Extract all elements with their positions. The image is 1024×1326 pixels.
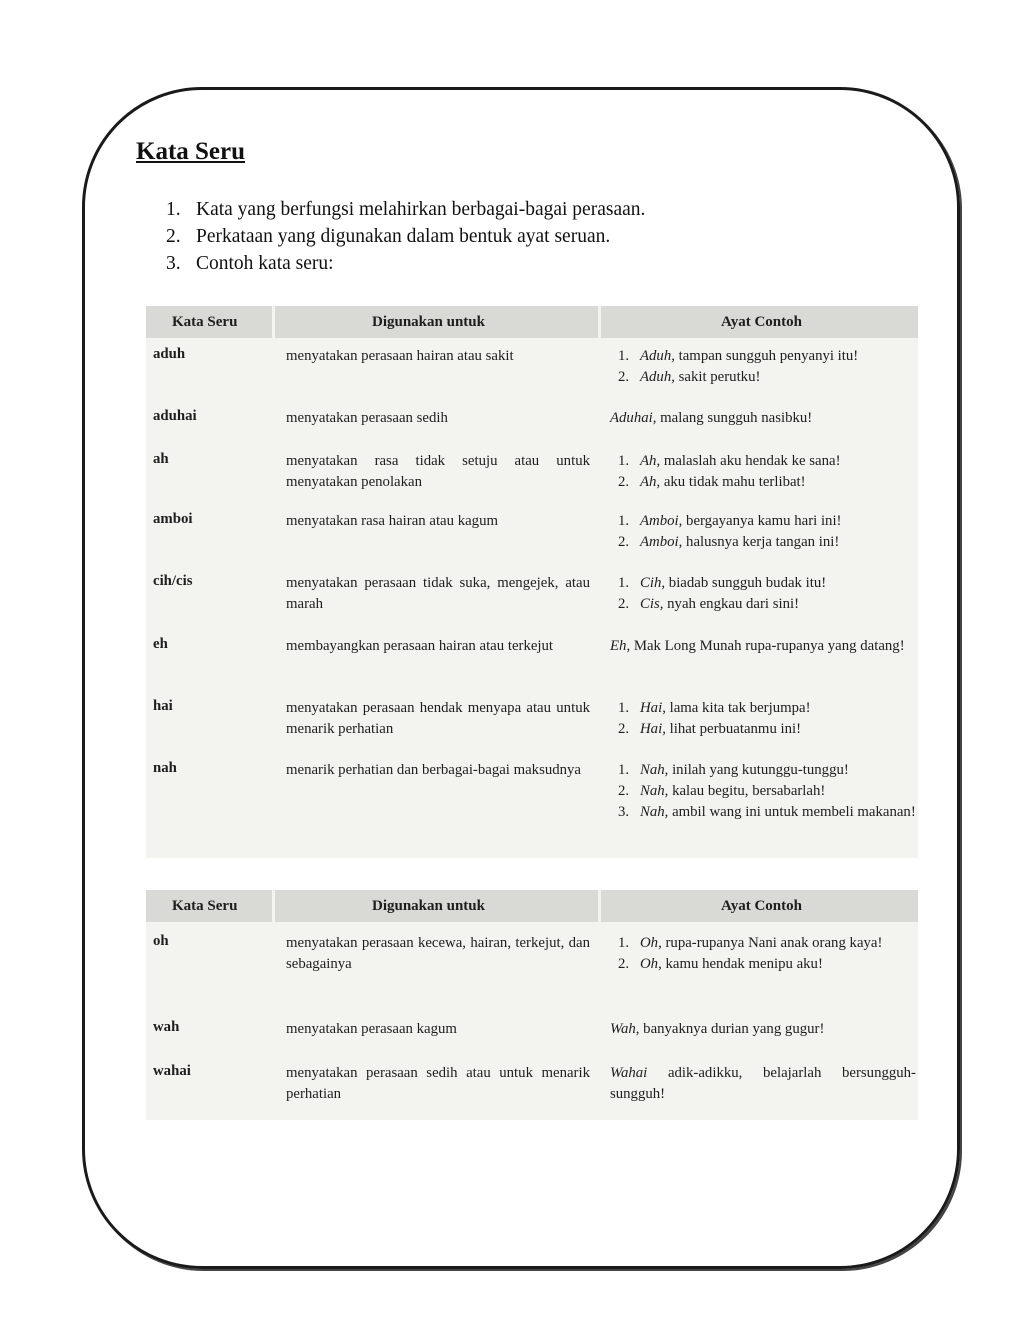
kata-seru-word: wahai [153, 1063, 191, 1079]
example-cell [610, 451, 916, 493]
intro-text: Kata yang berfungsi melahirkan berbagai-bagai perasaan. [196, 199, 646, 220]
example-number: 1. [618, 575, 630, 591]
example-keyword: Cih [640, 575, 662, 591]
example-text: , lama kita tak berjumpa! [662, 700, 811, 716]
example-number: 1. [618, 762, 630, 778]
example-list [610, 451, 916, 493]
example-list [610, 933, 916, 975]
intro-item [166, 250, 645, 277]
example-item [610, 954, 916, 975]
example-list [610, 698, 916, 740]
example-item [610, 532, 916, 553]
example-text: , tampan sungguh penyanyi itu! [671, 348, 859, 364]
header-kata-seru: Kata Seru [172, 314, 238, 330]
intro-number: 2. [166, 226, 181, 247]
kata-seru-word: aduh [153, 346, 186, 362]
example-cell [610, 933, 916, 975]
example-text: , nyah engkau dari sini! [659, 596, 800, 612]
header-ayat-contoh: Ayat Contoh [721, 898, 802, 914]
example-text: , kamu hendak menipu aku! [658, 956, 823, 972]
example-number: 2. [618, 783, 630, 799]
example-item [610, 367, 916, 388]
example-cell [610, 698, 916, 740]
usage-text: menyatakan perasaan hendak menyapa atau untuk menarik perhatian [286, 700, 590, 737]
example-item [610, 698, 916, 719]
example-item [610, 933, 916, 954]
example-cell [610, 511, 916, 553]
usage-text: menyatakan perasaan kecewa, hairan, terkejut, dan sebagainya [286, 935, 590, 972]
example-number: 2. [618, 474, 630, 490]
example-text: , banyaknya durian yang gugur! [635, 1021, 825, 1037]
example-text: , inilah yang kutunggu-tunggu! [664, 762, 849, 778]
kata-seru-word: nah [153, 760, 177, 776]
kata-seru-table-1 [146, 306, 918, 858]
header-divider [598, 890, 601, 922]
usage-text: menyatakan rasa hairan atau kagum [286, 513, 498, 529]
example-number: 1. [618, 453, 630, 469]
intro-number: 1. [166, 199, 181, 220]
example-keyword: Aduh [640, 369, 672, 385]
example-keyword: Aduhai [610, 410, 653, 426]
example-list [610, 511, 916, 553]
example-item [610, 451, 916, 472]
example-item [610, 760, 916, 781]
table-header [146, 890, 918, 922]
example-cell [610, 408, 916, 429]
kata-seru-word: cih/cis [153, 573, 193, 589]
example-cell [610, 1019, 916, 1040]
example-text: , lihat perbuatanmu ini! [662, 721, 802, 737]
header-divider [272, 306, 275, 338]
example-text: , malang sungguh nasibku! [652, 410, 813, 426]
usage-text: menyatakan rasa tidak setuju atau untuk menyatakan penolakan [286, 453, 590, 490]
intro-number: 3. [166, 253, 181, 274]
example-keyword: Nah [640, 783, 665, 799]
kata-seru-table-2 [146, 890, 918, 1120]
usage-text: menyatakan perasaan kagum [286, 1021, 457, 1037]
header-ayat-contoh: Ayat Contoh [721, 314, 802, 330]
table-header [146, 306, 918, 338]
example-number: 2. [618, 369, 630, 385]
header-divider [272, 890, 275, 922]
example-keyword: Hai [640, 700, 663, 716]
example-keyword: Ah [640, 453, 657, 469]
intro-text: Contoh kata seru: [196, 253, 334, 274]
usage-text: menyatakan perasaan sedih atau untuk menarik perhatian [286, 1065, 590, 1102]
example-number: 2. [618, 956, 630, 972]
example-text: , sakit perutku! [671, 369, 761, 385]
header-divider [598, 306, 601, 338]
example-cell [610, 636, 916, 657]
example-text: , Mak Long Munah rupa-rupanya yang datang! [626, 638, 905, 654]
example-text: , biadab sungguh budak itu! [661, 575, 827, 591]
kata-seru-word: hai [153, 698, 173, 714]
example-number: 2. [618, 534, 630, 550]
example-keyword: Nah [640, 804, 665, 820]
intro-item [166, 223, 645, 250]
example-text: , halusnya kerja tangan ini! [678, 534, 840, 550]
example-text: , kalau begitu, bersabarlah! [664, 783, 826, 799]
example-keyword: Oh [640, 956, 659, 972]
intro-item [166, 196, 646, 223]
usage-text: membayangkan perasaan hairan atau terkejut [286, 638, 554, 654]
kata-seru-word: amboi [153, 511, 193, 527]
example-keyword: Amboi [640, 513, 679, 529]
example-text: adik-adikku, belajarlah bersungguh-sungguh! [610, 1065, 916, 1102]
example-keyword: Nah [640, 762, 665, 778]
example-text: , malaslah aku hendak ke sana! [656, 453, 841, 469]
example-text: , rupa-rupanya Nani anak orang kaya! [658, 935, 883, 951]
example-cell [610, 760, 916, 823]
example-keyword: Eh [610, 638, 627, 654]
example-cell [610, 1063, 916, 1105]
example-number: 1. [618, 513, 630, 529]
example-item [610, 472, 916, 493]
example-item [610, 346, 916, 367]
example-item [610, 719, 916, 740]
example-number: 2. [618, 721, 630, 737]
example-cell [610, 573, 916, 615]
usage-text: menyatakan perasaan tidak suka, mengejek, atau marah [286, 575, 590, 612]
intro-text: Perkataan yang digunakan dalam bentuk ayat seruan. [196, 226, 611, 247]
example-keyword: Amboi [640, 534, 679, 550]
example-cell [610, 346, 916, 388]
page-title: Kata Seru [136, 138, 246, 165]
example-list [610, 346, 916, 388]
example-sentence [610, 408, 916, 429]
example-number: 3. [618, 804, 630, 820]
example-item [610, 594, 916, 615]
example-keyword: Aduh [640, 348, 672, 364]
example-keyword: Hai [640, 721, 663, 737]
example-text: , aku tidak mahu terlibat! [656, 474, 806, 490]
example-text: , ambil wang ini untuk membeli makanan! [664, 804, 916, 820]
example-item [610, 573, 916, 594]
example-item [610, 802, 916, 823]
example-keyword: Wahai [610, 1065, 648, 1081]
example-list [610, 760, 916, 823]
example-sentence [610, 1063, 916, 1105]
kata-seru-word: ah [153, 451, 169, 467]
usage-text: menyatakan perasaan sedih [286, 410, 448, 426]
example-keyword: Cis [640, 596, 660, 612]
usage-text: menyatakan perasaan hairan atau sakit [286, 348, 514, 364]
kata-seru-word: aduhai [153, 408, 197, 424]
example-keyword: Wah [610, 1021, 636, 1037]
kata-seru-word: wah [153, 1019, 180, 1035]
example-list [610, 573, 916, 615]
example-text: , bergayanya kamu hari ini! [678, 513, 842, 529]
example-keyword: Ah [640, 474, 657, 490]
example-number: 1. [618, 935, 630, 951]
header-digunakan-untuk: Digunakan untuk [372, 314, 485, 330]
kata-seru-word: eh [153, 636, 168, 652]
example-number: 2. [618, 596, 630, 612]
example-keyword: Oh [640, 935, 659, 951]
header-kata-seru: Kata Seru [172, 898, 238, 914]
example-sentence [610, 636, 916, 657]
intro-list [166, 196, 646, 277]
usage-text: menarik perhatian dan berbagai-bagai maksudnya [286, 762, 581, 778]
header-digunakan-untuk: Digunakan untuk [372, 898, 485, 914]
kata-seru-word: oh [153, 933, 169, 949]
example-item [610, 511, 916, 532]
example-number: 1. [618, 348, 630, 364]
example-item [610, 781, 916, 802]
example-number: 1. [618, 700, 630, 716]
example-sentence [610, 1019, 916, 1040]
